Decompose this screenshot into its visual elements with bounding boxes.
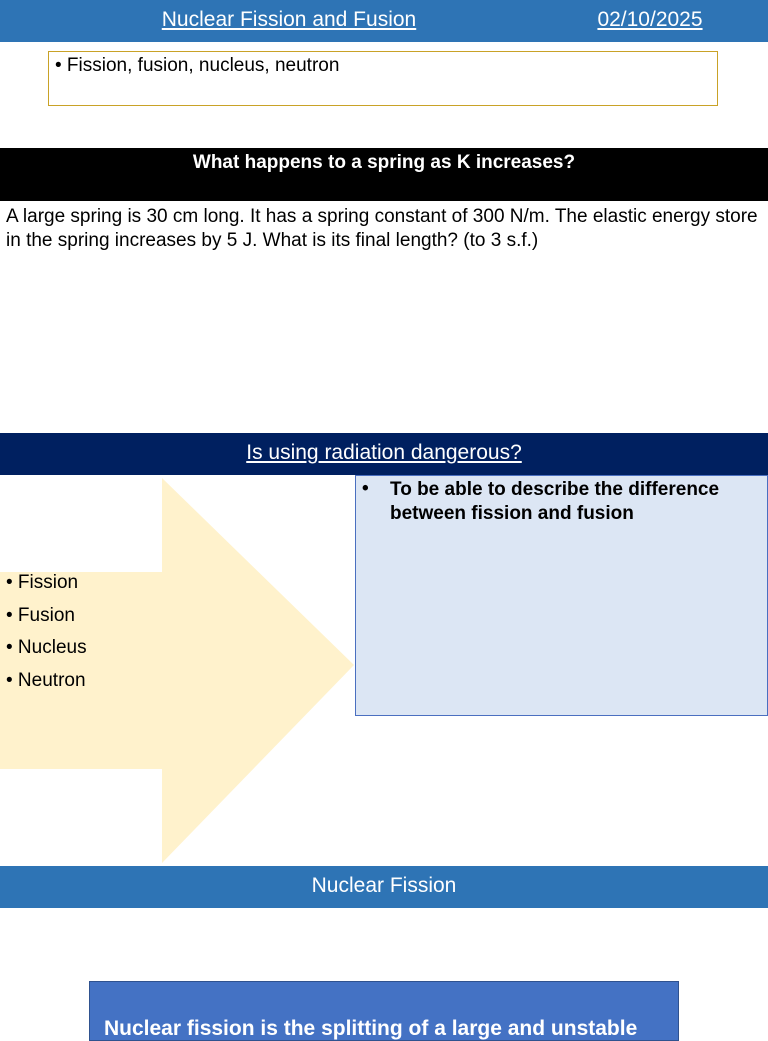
keyword-item: • Fusion [6,604,75,626]
keyword-item: • Neutron [6,669,86,691]
keyword-list [6,572,87,702]
definition-box [89,981,679,1041]
date-label[interactable]: 02/10/2025 [597,8,703,31]
definition-text: Nuclear fission is the splitting of a large and unstable [104,1017,638,1040]
radiation-heading[interactable]: Is using radiation dangerous? [246,441,522,464]
page-title[interactable]: Nuclear Fission and Fusion [161,8,417,31]
spring-question-text: A large spring is 30 cm long. It has a spring constant of 300 N/m. The elastic energy store in the spring increases by 5 J. What is its final length? (to 3 s.f.) [6,206,758,251]
keyword-item: • Fission [6,572,79,593]
keyword-item: • Nucleus [6,637,87,658]
question-heading: What happens to a spring as K increases? [192,152,576,173]
keywords-text: • Fission, fusion, nucleus, neutron [55,55,340,76]
section-heading: Nuclear Fission [311,874,457,897]
objective-text: To be able to describe the difference between fission and fusion [390,479,720,524]
objective-bullet: • [362,478,369,499]
